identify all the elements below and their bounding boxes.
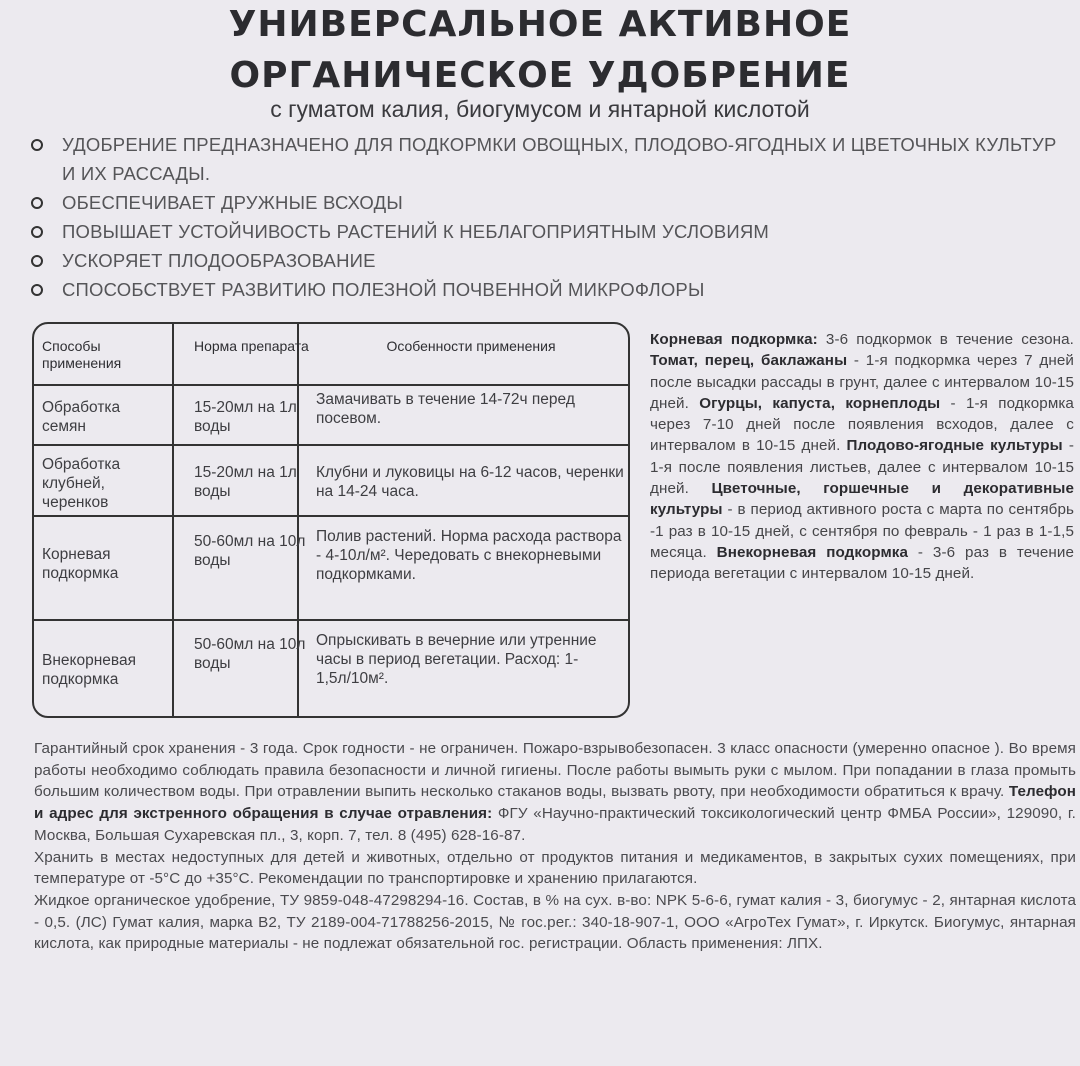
- table-cell-norm: 50-60мл на 10л воды: [194, 636, 306, 672]
- table-cell-notes: Полив растений. Норма расхода раствора - 4-10л/м². Чередовать с внекорневыми подкормками.: [316, 528, 622, 583]
- feeding-instructions: Корневая подкормка: 3-6 подкормок в течение сезона. Томат, перец, баклажаны - 1-я подкормка через 7 дней после высадки рассады в грунт, далее с интервалом 10-15 дней. Огурцы, капуста, корнеплоды - 1-я подкормка через 7-10 дней после появления всходов, далее с интервалом в 10-15 дней. Плодово-ягодные культуры - 1-я после появления листьев, далее с интервалом 10-15 дней. Цветочные, горшечные и декоративные культуры - в период активного роста с марта по сентябрь -1 раз в 10-15 дней, с сентября по февраль - 1 раз в 1-1,5 месяца. Внекорневая подкормка - 3-6 раз в течение периода вегетации с интервалом 10-15 дней.: [650, 331, 1075, 583]
- table-cell-norm: 15-20мл на 1л воды: [194, 399, 297, 435]
- table-cell-norm: 15-20мл на 1л воды: [194, 464, 297, 500]
- table-cell-norm: 50-60мл на 10л воды: [194, 533, 306, 569]
- subtitle: с гуматом калия, биогумусом и янтарной кислотой: [270, 96, 810, 122]
- composition-paragraph: Жидкое органическое удобрение, ТУ 9859-048-47298294-16. Состав, в % на сух. в-во: NPK 5-6-6, гумат калия - 3, биогумус - 2, янтарная кислота - 0,5. (ЛС) Гумат калия, марка В2, ТУ 2189-004-71788256-2015, № гос.рег.: 340-18-907-1, ООО «АгроТех Гумат», г. Иркутск. Биогумус, янтарная кислота, как природные материалы - не подлежат обязательной гос. регистрации. Область применения: ЛПХ.: [34, 891, 1076, 953]
- table-header-norm: Норма препарата: [194, 338, 309, 354]
- benefit-item: ОБЕСПЕЧИВАЕТ ДРУЖНЫЕ ВСХОДЫ: [28, 188, 1068, 217]
- table-header-method: Способы применения: [42, 338, 122, 371]
- bullet-ring-icon: [31, 226, 43, 238]
- benefits-list: [28, 130, 1068, 304]
- table-cell-method: Обработка семян: [42, 399, 121, 435]
- table-divider: [34, 515, 628, 517]
- benefit-item: СПОСОБСТВУЕТ РАЗВИТИЮ ПОЛЕЗНОЙ ПОЧВЕННОЙ МИКРОФЛОРЫ: [28, 275, 1068, 304]
- table-cell-method: Обработка клубней, черенков: [42, 456, 121, 511]
- benefit-item: ПОВЫШАЕТ УСТОЙЧИВОСТЬ РАСТЕНИЙ К НЕБЛАГОПРИЯТНЫМ УСЛОВИЯМ: [28, 217, 1068, 246]
- bullet-ring-icon: [31, 197, 43, 209]
- title-line-1: УНИВЕРСАЛЬНОЕ АКТИВНОЕ: [228, 4, 852, 45]
- benefit-item: УСКОРЯЕТ ПЛОДООБРАЗОВАНИЕ: [28, 246, 1068, 275]
- storage-paragraph: Хранить в местах недоступных для детей и животных, отдельно от продуктов питания и медикаментов, в закрытых сухих помещениях, при температуре от -5°С до +35°С. Рекомендации по транспортировке и хранению прилагаются.: [34, 848, 1076, 888]
- usage-table: [32, 322, 630, 718]
- table-divider: [34, 619, 628, 621]
- table-divider: [34, 444, 628, 446]
- table-cell-method: Корневая подкормка: [42, 546, 119, 582]
- title-line-2: ОРГАНИЧЕСКОЕ УДОБРЕНИЕ: [229, 55, 851, 96]
- table-header-notes: Особенности применения: [386, 338, 556, 354]
- bullet-ring-icon: [31, 139, 43, 151]
- table-cell-notes: Опрыскивать в вечерние или утренние часы в период вегетации. Расход: 1-1,5л/10м².: [316, 632, 597, 687]
- table-cell-notes: Замачивать в течение 14-72ч перед посевом.: [316, 391, 575, 427]
- table-divider: [172, 324, 174, 716]
- table-divider: [34, 384, 628, 386]
- benefit-item: УДОБРЕНИЕ ПРЕДНАЗНАЧЕНО ДЛЯ ПОДКОРМКИ ОВОЩНЫХ, ПЛОДОВО-ЯГОДНЫХ И ЦВЕТОЧНЫХ КУЛЬТУР И ИХ РАССАДЫ.: [28, 130, 1068, 188]
- safety-and-storage-text: [34, 738, 1076, 955]
- table-cell-method: Внекорневая подкормка: [42, 652, 136, 688]
- bullet-ring-icon: [31, 255, 43, 267]
- table-cell-notes: Клубни и луковицы на 6-12 часов, черенки на 14-24 часа.: [316, 464, 624, 500]
- safety-paragraph: Гарантийный срок хранения - 3 года. Срок годности - не ограничен. Пожаро-взрывобезопасен. 3 класс опасности (умеренно опасное ). Во время работы необходимо соблюдать правила безопасности и личной гигиены. После работы вымыть руки с мылом. При попадании в глаза промыть большим количеством воды. При отравлении выпить несколько стаканов воды, вызвать рвоту, при необходимости обратиться к врачу. Телефон и адрес для экстренного обращения в случае отравления: ФГУ «Научно-практический токсикологический центр ФМБА России», 129090, г. Москва, Большая Сухаревская пл., 3, корп. 7, тел. 8 (495) 628-16-87.: [34, 740, 1076, 844]
- bullet-ring-icon: [31, 284, 43, 296]
